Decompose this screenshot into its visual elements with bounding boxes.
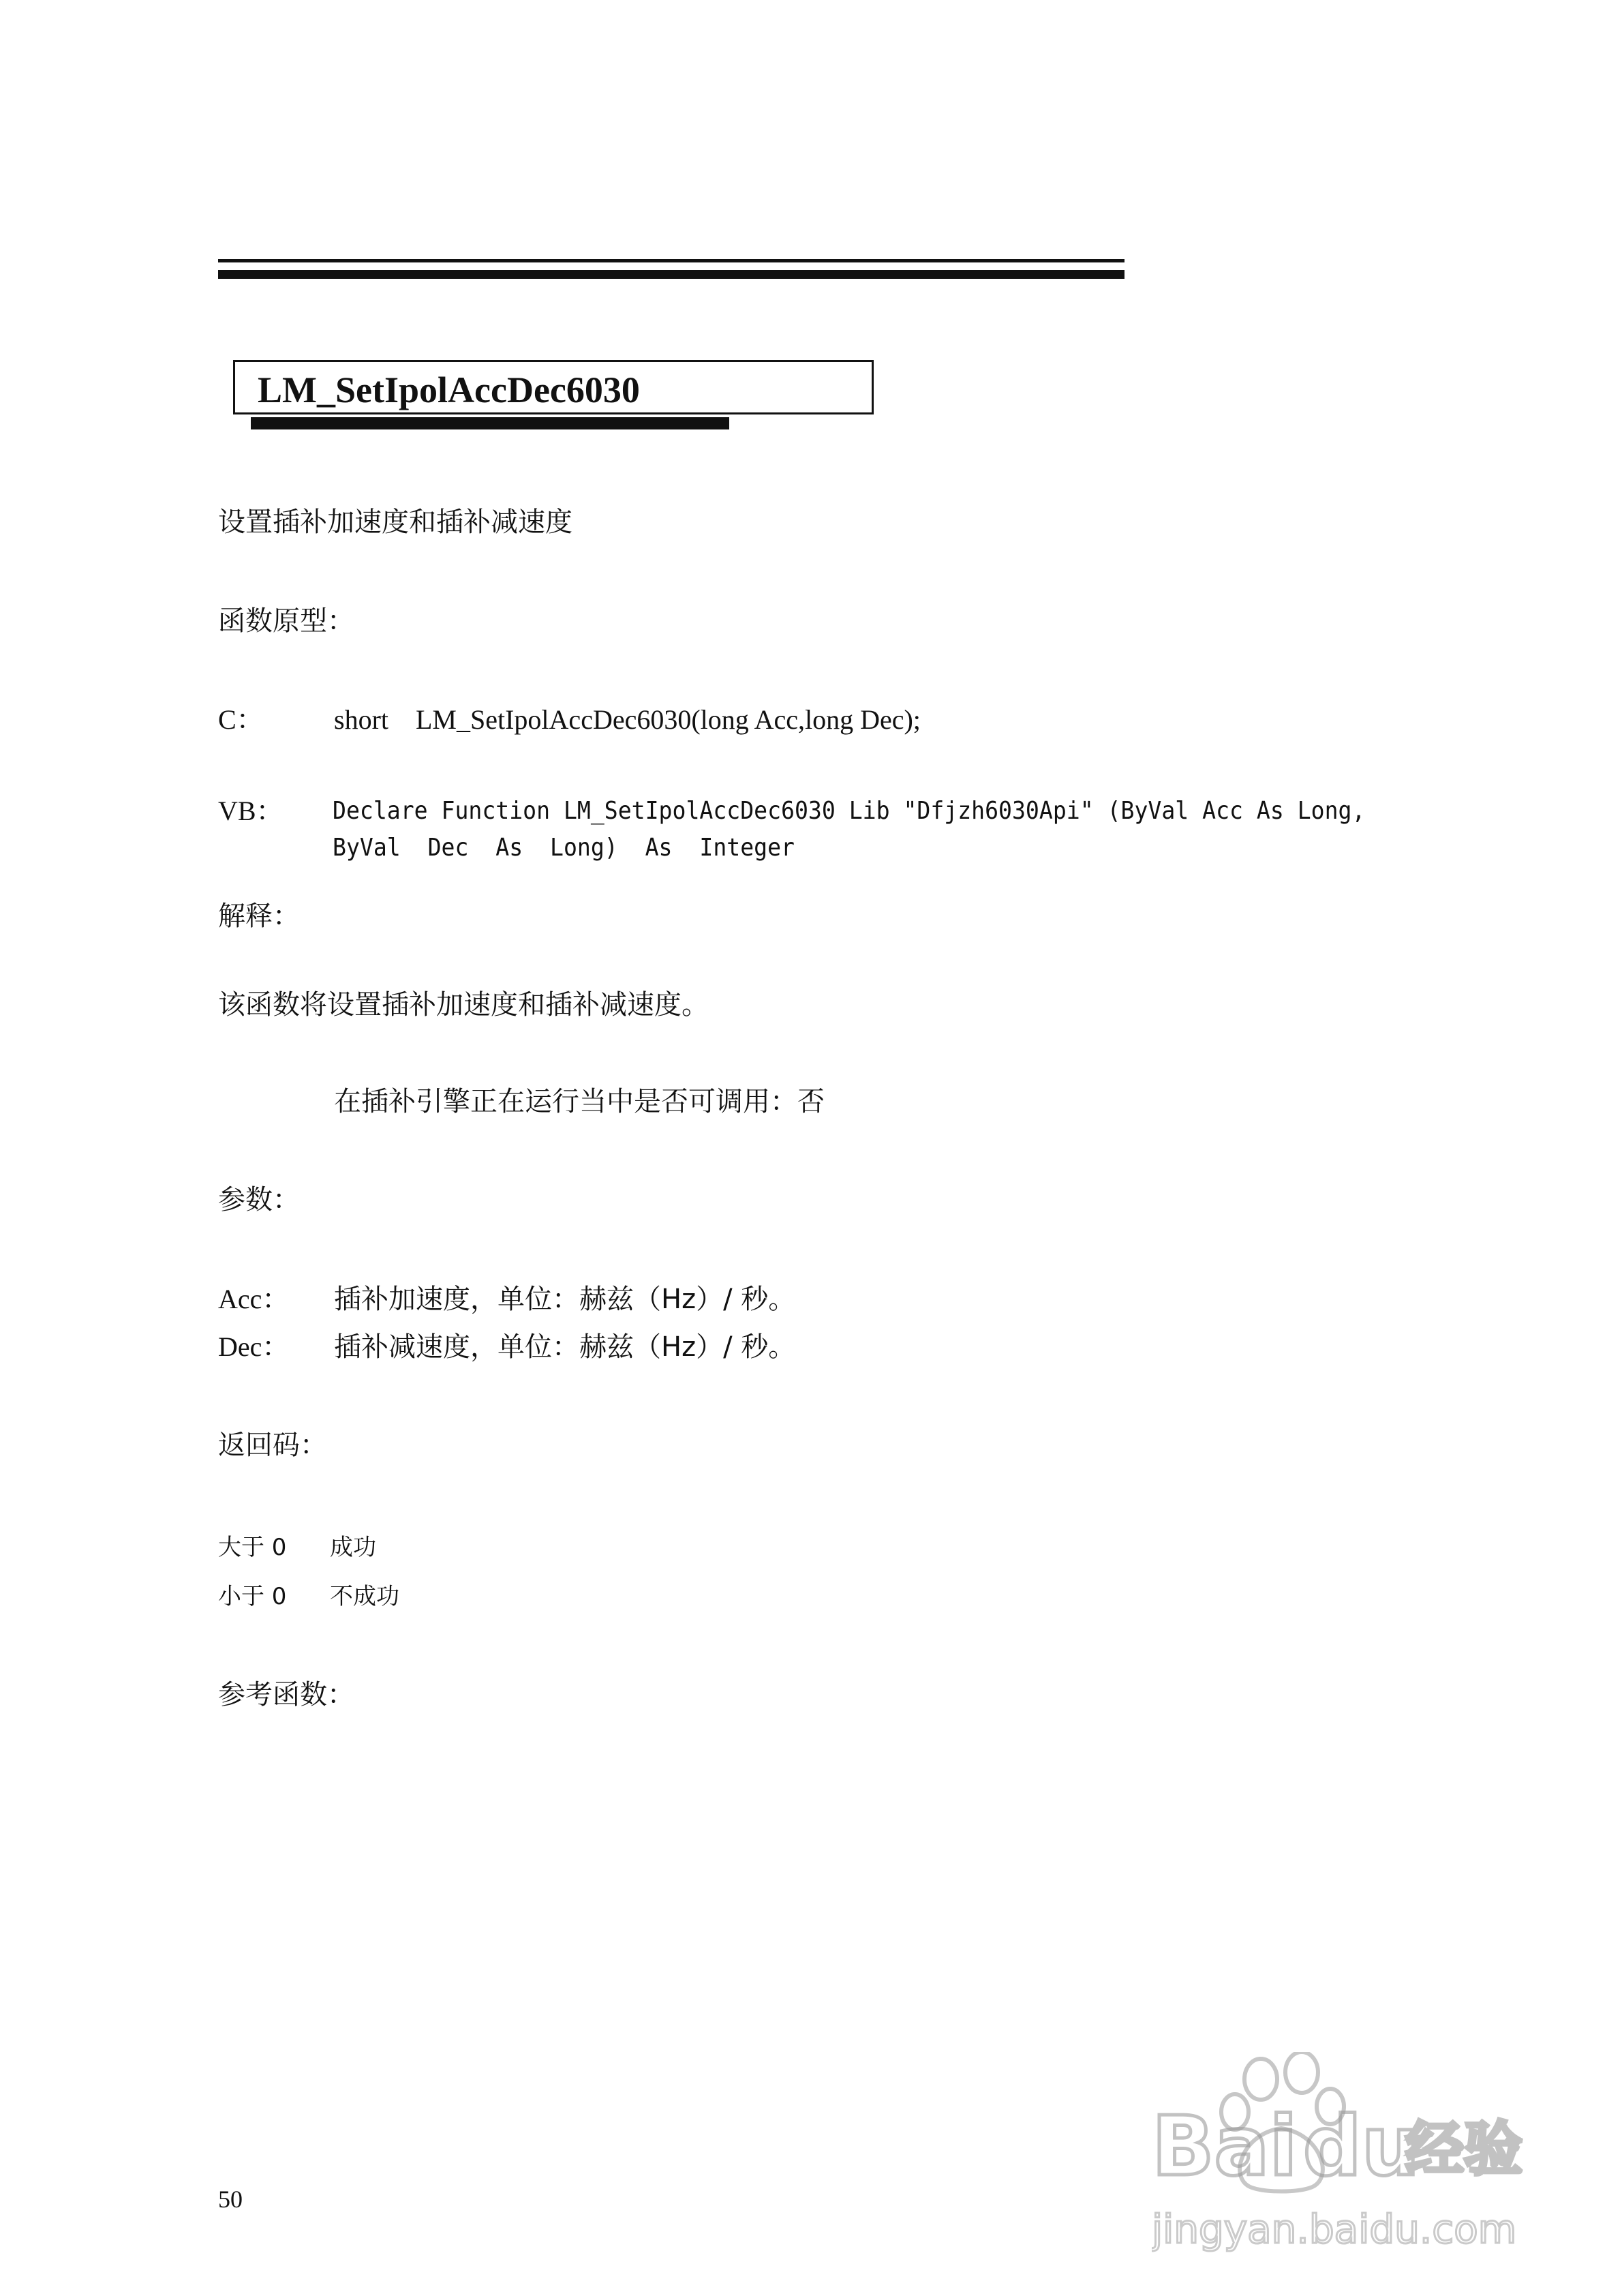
return-meaning: 成功 [330, 1534, 376, 1561]
callable-note: 在插补引擎正在运行当中是否可调用：否 [334, 1086, 825, 1117]
vb-code-line1: Declare Function LM_SetIpolAccDec6030 Lib "Dfjzh6030Api" (ByVal Acc As Long, [333, 797, 1366, 825]
explain-heading: 解释： [218, 901, 300, 932]
c-code: short LM_SetIpolAccDec6030(long Acc,long Dec); [334, 704, 921, 735]
c-label: C： [218, 704, 264, 735]
param-name: Dec： [218, 1331, 290, 1362]
prototype-heading: 函数原型： [218, 605, 354, 637]
vb-code-line2: ByVal Dec As Long) As Integer [333, 834, 795, 862]
page-number: 50 [218, 2186, 243, 2213]
function-title: LM_SetIpolAccDec6030 [258, 369, 640, 410]
header-rule-thick [218, 270, 1124, 279]
summary-text: 设置插补加速度和插补减速度 [218, 507, 572, 538]
watermark-brand2: du [1303, 2100, 1420, 2194]
explain-text: 该函数将设置插补加速度和插补减速度。 [218, 989, 709, 1021]
params-heading: 参数： [218, 1184, 300, 1215]
header-rule-thin [218, 259, 1124, 262]
param-desc: 插补加速度，单位：赫兹（Hz）/ 秒。 [334, 1284, 796, 1315]
param-desc: 插补减速度，单位：赫兹（Hz）/ 秒。 [334, 1331, 796, 1363]
return-code: 大于 0 [218, 1534, 287, 1561]
reference-heading: 参考函数： [218, 1679, 354, 1710]
return-code: 小于 0 [218, 1583, 287, 1610]
baidu-jingyan-watermark [1152, 2052, 1533, 2256]
return-meaning: 不成功 [330, 1583, 399, 1610]
vb-label: VB： [218, 796, 284, 826]
param-name: Acc： [218, 1284, 290, 1314]
watermark-url: jingyan.baidu.com [1152, 2206, 1517, 2252]
watermark-brand: Bai [1152, 2100, 1298, 2194]
return-heading: 返回码： [218, 1430, 327, 1461]
watermark-cn: 经验 [1405, 2115, 1522, 2184]
title-box-shadow [251, 417, 729, 429]
